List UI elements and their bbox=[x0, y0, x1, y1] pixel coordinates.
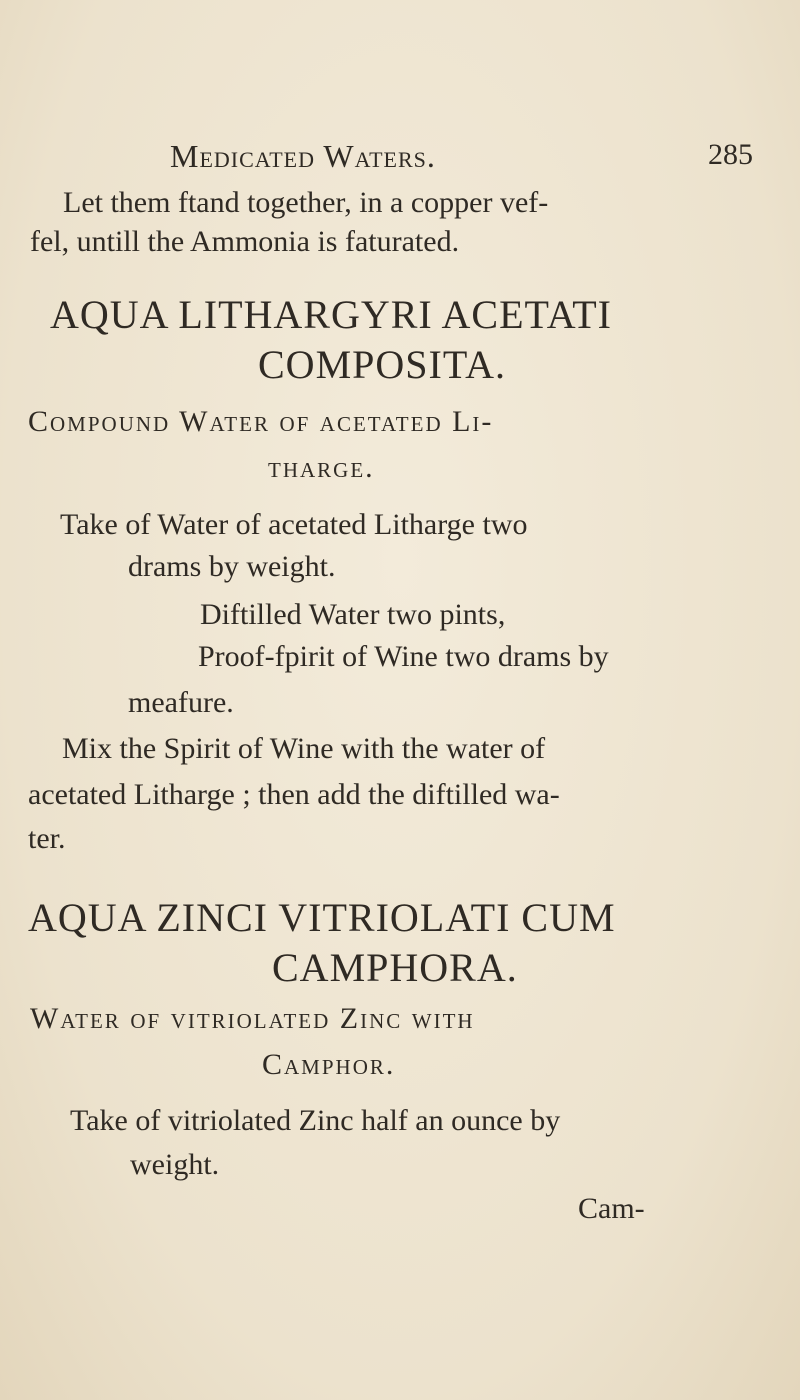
section1-heading-line-2: COMPOSITA. bbox=[258, 342, 506, 387]
section1-line: Mix the Spirit of Wine with the water of bbox=[62, 732, 546, 765]
section1-line: ter. bbox=[28, 822, 66, 855]
section1-heading-line-1: AQUA LITHARGYRI ACETATI bbox=[50, 292, 612, 337]
section1-subheading-line-1: Compound Water of acetated Li- bbox=[28, 405, 494, 438]
section1-line: Take of Water of acetated Litharge two bbox=[60, 508, 528, 541]
section2-heading-line-2: CAMPHORA. bbox=[272, 945, 518, 990]
intro-line-1: Let them ftand together, in a copper vef- bbox=[63, 186, 549, 219]
section2-line: weight. bbox=[130, 1148, 220, 1181]
section1-line: drams by weight. bbox=[128, 550, 336, 583]
section2-line: Take of vitriolated Zinc half an ounce by bbox=[70, 1104, 561, 1137]
section2-subheading-line-2: Camphor. bbox=[262, 1048, 396, 1081]
intro-line-2: fel, untill the Ammonia is faturated. bbox=[30, 225, 460, 258]
section1-line: Diftilled Water two pints, bbox=[200, 598, 506, 631]
section1-line: meafure. bbox=[128, 686, 234, 719]
section1-line: acetated Litharge ; then add the diftilled wa- bbox=[28, 778, 560, 811]
running-header: Medicated Waters. bbox=[170, 138, 436, 174]
section1-line: Proof-fpirit of Wine two drams by bbox=[198, 640, 609, 673]
catchword: Cam- bbox=[578, 1192, 645, 1225]
section2-heading-line-1: AQUA ZINCI VITRIOLATI CUM bbox=[28, 895, 616, 940]
section1-subheading-line-2: tharge. bbox=[268, 451, 375, 484]
section2-subheading-line-1: Water of vitriolated Zinc with bbox=[30, 1002, 475, 1035]
page-number: 285 bbox=[708, 138, 753, 171]
